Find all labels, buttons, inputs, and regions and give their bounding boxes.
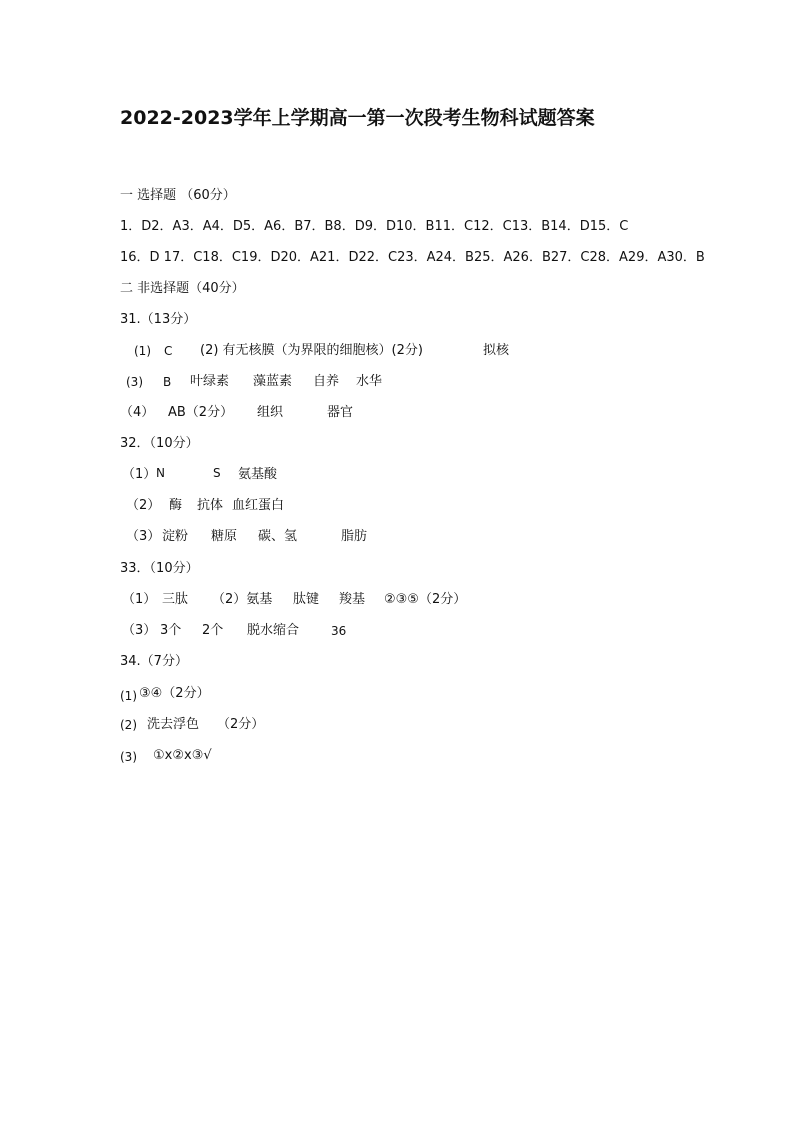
part-number: (1) — [120, 689, 137, 703]
answer: C — [164, 344, 173, 358]
choice-answers-16-30: 16．D 17．C18．C19．D20．A21．D22．C23．A24．B25．A26．B27．C28．A29．A30．B — [120, 250, 705, 265]
answer: 洗去浮色 — [147, 717, 200, 732]
part-number: （1） — [122, 592, 157, 607]
answer: （2）氨基 — [212, 592, 273, 607]
part-number: （1） — [122, 467, 157, 482]
question-34-header: 34.（7分） — [120, 654, 188, 669]
page-title: 2022-2023学年上学期高一第一次段考生物科试题答案 — [120, 107, 595, 129]
answer: N — [156, 466, 165, 480]
answer: 3个 — [160, 623, 182, 638]
answer: ②③⑤（2分） — [384, 592, 467, 607]
question-32-header: 32．（10分） — [120, 436, 199, 451]
part-number: (1) — [134, 344, 151, 358]
answer: 藻蓝素 — [253, 374, 293, 389]
section-2-header: 二 非选择题（40分） — [120, 281, 245, 296]
answer: ①x②x③√ — [153, 748, 212, 763]
choice-answers-1-15: 1．D2．A3．A4．D5．A6．B7．B8．D9．D10．B11．C12．C13．B14．D15．C — [120, 219, 629, 234]
answer: 酶 — [169, 498, 183, 513]
answer: 三肽 — [162, 592, 189, 607]
part-number: （3） — [122, 623, 157, 638]
answer: 器官 — [327, 405, 354, 420]
answer: 叶绿素 — [190, 374, 230, 389]
answer: 组织 — [257, 405, 284, 420]
answer: (2) 有无核膜（为界限的细胞核）(2分) — [200, 343, 423, 358]
answer: 自养 — [313, 374, 340, 389]
part-number: (3) — [126, 375, 143, 389]
answer: AB（2分） — [168, 405, 234, 420]
answer: 水华 — [356, 374, 383, 389]
part-number: （4） — [120, 405, 155, 420]
part-number: (3) — [120, 750, 137, 764]
answer: 2个 — [202, 623, 224, 638]
section-1-header: 一 选择题 （60分） — [120, 188, 236, 203]
answer: 糖原 — [211, 529, 238, 544]
part-number: (2) — [120, 718, 137, 732]
part-number: （3） — [126, 529, 161, 544]
answer: 脱水缩合 — [247, 623, 300, 638]
answer: 淀粉 — [162, 529, 189, 544]
answer: ③④（2分） — [139, 686, 210, 701]
question-33-header: 33．（10分） — [120, 561, 199, 576]
answer: 氨基酸 — [238, 467, 278, 482]
answer: B — [163, 375, 172, 389]
answer: S — [213, 466, 221, 480]
part-number: （2） — [126, 498, 161, 513]
answer: 血红蛋白 — [232, 498, 285, 513]
answer: 碳、氢 — [258, 529, 298, 544]
answer: 肽键 — [293, 592, 320, 607]
answer: 脂肪 — [341, 529, 368, 544]
answer: 抗体 — [197, 498, 224, 513]
question-31-header: 31.（13分） — [120, 312, 197, 327]
answer: 羧基 — [339, 592, 366, 607]
answer: 36 — [331, 624, 347, 638]
answer: 拟核 — [483, 343, 510, 358]
answer: （2分） — [217, 717, 265, 732]
